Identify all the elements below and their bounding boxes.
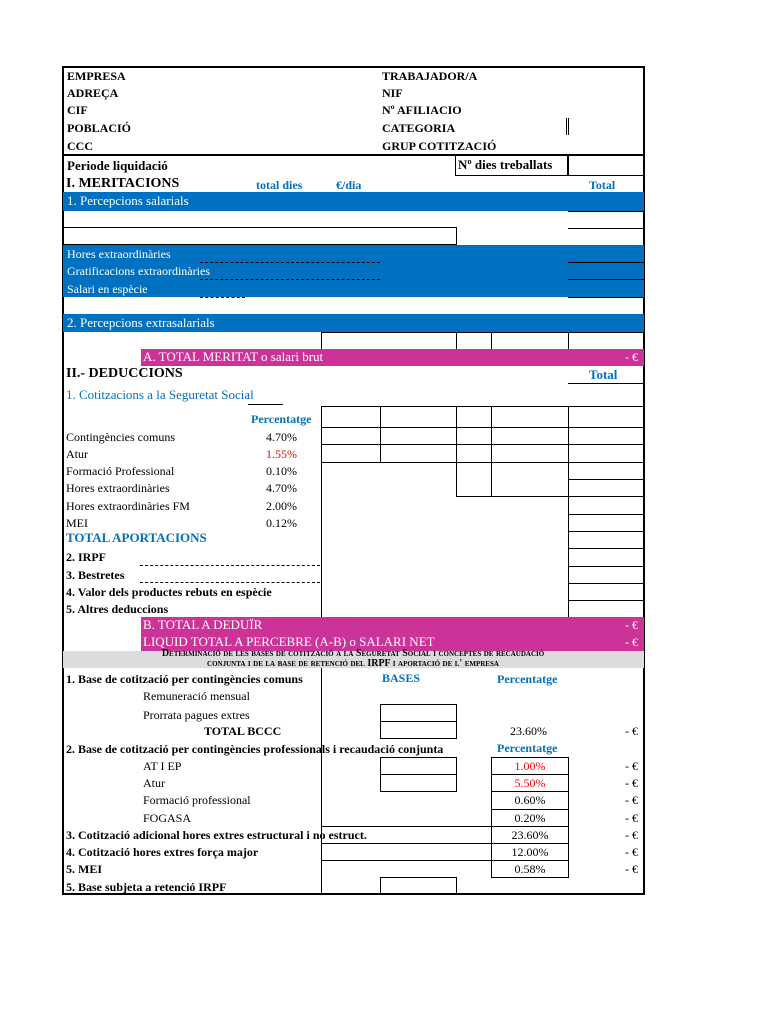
- grid-line: [456, 496, 645, 497]
- prorrata-field[interactable]: [380, 704, 457, 722]
- col-total-dies: total dies: [256, 178, 303, 192]
- total-deduir-label: B. TOTAL A DEDUÏR: [143, 617, 263, 632]
- line: [248, 404, 283, 405]
- line: [568, 228, 645, 229]
- bestretes-label: 3. Bestretes: [66, 568, 125, 582]
- grid-line: [491, 860, 569, 861]
- grid-line: [321, 427, 645, 428]
- contingency-item-label: AT I EP: [143, 759, 182, 773]
- grid-line: [491, 843, 569, 844]
- col-total: Total: [589, 178, 616, 192]
- deduction-item-label: Formació Professional: [66, 464, 175, 478]
- determinacio-title-line1: Determinació de les bases de cotització a la Seguretat Social i conceptes de recaudació: [161, 648, 545, 659]
- extrasalarial-field-b[interactable]: [456, 332, 492, 350]
- dies-treballats-field[interactable]: [568, 155, 645, 176]
- base1-label: 1. Base de cotització per contingències comuns: [66, 672, 303, 686]
- dash-line: [140, 582, 320, 583]
- grid-line: [491, 406, 492, 496]
- irpf-base-field[interactable]: [380, 877, 457, 895]
- row4-pct: 12.00%: [511, 845, 549, 859]
- salari-especie-label: Salari en espècie: [67, 282, 148, 296]
- row5-label: 5. MEI: [66, 862, 102, 876]
- grid-line: [380, 406, 381, 462]
- nif-label: NIF: [382, 86, 403, 100]
- total-bccc-pct: 23.60%: [510, 724, 547, 738]
- liquid-value: - €: [625, 635, 638, 649]
- total-bccc-label: TOTAL BCCC: [204, 724, 282, 738]
- deduction-item-pct: 4.70%: [266, 430, 297, 444]
- hores-extra-label: Hores extraordinàries: [67, 247, 171, 261]
- row5-value: - €: [625, 862, 638, 876]
- line: [568, 262, 645, 263]
- grid-line: [491, 826, 569, 827]
- grid-line: [568, 406, 569, 625]
- meritacions-title: I. MERITACIONS: [66, 176, 180, 191]
- grid-line: [568, 514, 645, 515]
- base2-label: 2. Base de cotització per contingències professionals i recaudació conjunta: [66, 742, 444, 756]
- deduction-item-label: Hores extraordinàries FM: [66, 499, 190, 513]
- col-eur-dia: €/dia: [336, 178, 362, 192]
- total-deduir-value: - €: [625, 618, 638, 632]
- grid-line: [321, 444, 645, 445]
- grid-line: [568, 566, 645, 567]
- determinacio-title-line2: conjunta i de la base de retenció del IRPF i aportació de l' empresa: [207, 658, 499, 669]
- contingency-item-pct: 1.00%: [514, 759, 546, 773]
- line: [568, 297, 645, 298]
- deduction-item-pct: 4.70%: [266, 481, 297, 495]
- row3-value: - €: [625, 828, 638, 842]
- salari-base-field[interactable]: [63, 227, 457, 245]
- total-aportacions-label: TOTAL APORTACIONS: [66, 530, 207, 545]
- grid-line: [456, 406, 457, 496]
- contingency-item-pct: 5.50%: [514, 776, 546, 790]
- contingency-item-label: Formació professional: [143, 793, 251, 807]
- poblacio-label: POBLACIÓ: [67, 121, 132, 135]
- percepcions-salarials-label: 1. Percepcions salarials: [67, 193, 189, 208]
- deduccions-col-total: Total: [589, 367, 618, 382]
- line: [568, 279, 645, 280]
- grid-line: [568, 583, 645, 584]
- categoria-label: CATEGORIA: [382, 121, 456, 135]
- row6-label: 5. Base subjeta a retenció IRPF: [66, 880, 227, 894]
- valor-productes-label: 4. Valor dels productes rebuts en espècie: [66, 585, 272, 599]
- percentatge-header-3: Percentatge: [497, 741, 558, 755]
- empresa-label: EMPRESA: [67, 69, 126, 83]
- contingency-item-label: FOGASA: [143, 811, 192, 825]
- dash-line: [200, 279, 380, 280]
- line: [568, 211, 645, 212]
- irpf-label: 2. IRPF: [66, 550, 106, 564]
- grid-line: [321, 843, 491, 844]
- total-bccc-value: - €: [625, 724, 638, 738]
- extrasalarial-field-a[interactable]: [321, 332, 457, 350]
- contingency-item-pct: 0.60%: [514, 793, 546, 807]
- altres-label: 5. Altres deduccions: [66, 602, 169, 616]
- row3-pct: 23.60%: [511, 828, 549, 842]
- grid-line: [568, 479, 645, 480]
- deduction-item-pct: 0.10%: [266, 464, 297, 478]
- at-ep-base-field[interactable]: [380, 757, 457, 775]
- line: [321, 406, 645, 407]
- contingency-item-value: - €: [625, 811, 638, 825]
- liquid-label: LIQUID TOTAL A PERCEBRE (A-B) o SALARI NET: [143, 634, 435, 649]
- adreca-label: ADREÇA: [67, 86, 119, 100]
- grid-line: [321, 462, 645, 463]
- cif-label: CIF: [67, 103, 88, 117]
- row4-value: - €: [625, 845, 638, 859]
- dies-treballats-label: Nº dies treballats: [458, 157, 553, 172]
- row5-pct: 0.58%: [514, 862, 546, 876]
- grid-line: [491, 774, 569, 775]
- grid-line: [321, 860, 491, 861]
- contingency-item-label: Atur: [143, 776, 165, 790]
- contingency-item-pct: 0.20%: [514, 811, 546, 825]
- deduction-item-pct: 1.55%: [266, 447, 297, 461]
- grup-cotitzacio-label: GRUP COTITZACIÓ: [382, 139, 497, 153]
- total-meritat-value: - €: [625, 350, 638, 364]
- categoria-marker: [566, 118, 569, 135]
- periode-label: Periode liquidació: [67, 158, 168, 173]
- ccc-label: CCC: [67, 139, 93, 153]
- afiliacio-label: Nº AFILIACIO: [382, 103, 462, 117]
- deduccions-title: II.- DEDUCCIONS: [66, 366, 183, 381]
- total-bccc-field[interactable]: [380, 721, 457, 739]
- row4-label: 4. Cotització hores extres força major: [66, 845, 259, 859]
- contingency-item-value: - €: [625, 793, 638, 807]
- percepcions-extrasalarials-label: 2. Percepcions extrasalarials: [67, 315, 215, 330]
- grid-line: [568, 600, 645, 601]
- bases-header: BASES: [382, 671, 421, 685]
- grid-line: [568, 548, 645, 549]
- treballador-label: TRABAJADOR/A: [382, 69, 478, 83]
- deduction-item-label: Contingències comuns: [66, 430, 175, 444]
- dash-line: [140, 565, 320, 566]
- total-meritat-label: A. TOTAL MERITAT o salari brut: [143, 349, 324, 364]
- extrasalarial-field-d[interactable]: [568, 332, 645, 350]
- deduction-item-pct: 2.00%: [266, 499, 297, 513]
- contingency-item-value: - €: [625, 759, 638, 773]
- line: [568, 383, 645, 384]
- dash-line: [200, 262, 380, 263]
- grid-line: [568, 531, 645, 532]
- atur-base-field[interactable]: [380, 774, 457, 792]
- percentatge-header-2: Percentatge: [497, 672, 558, 686]
- prorrata-label: Prorrata pagues extres: [143, 708, 250, 722]
- percentatge-header: Percentatge: [251, 412, 312, 426]
- deduction-item-label: Atur: [66, 447, 88, 461]
- cotitzacions-label: 1. Cotitzacions a la Seguretat Social: [66, 387, 254, 402]
- grid-line: [321, 406, 322, 625]
- deduction-item-label: MEI: [66, 516, 88, 530]
- deduction-item-label: Hores extraordinàries: [66, 481, 170, 495]
- grid-line: [321, 826, 491, 827]
- grid-line: [491, 809, 569, 810]
- row3-label: 3. Cotització adicional hores extres estructural i no estruct.: [66, 828, 367, 842]
- dash-line: [200, 297, 245, 298]
- remuneracio-label: Remuneració mensual: [143, 689, 250, 703]
- grid-line: [491, 791, 569, 792]
- extrasalarial-field-c[interactable]: [491, 332, 569, 350]
- deduction-item-pct: 0.12%: [266, 516, 297, 530]
- gratificacions-label: Gratificacions extraordinàries: [67, 264, 210, 278]
- contingency-item-value: - €: [625, 776, 638, 790]
